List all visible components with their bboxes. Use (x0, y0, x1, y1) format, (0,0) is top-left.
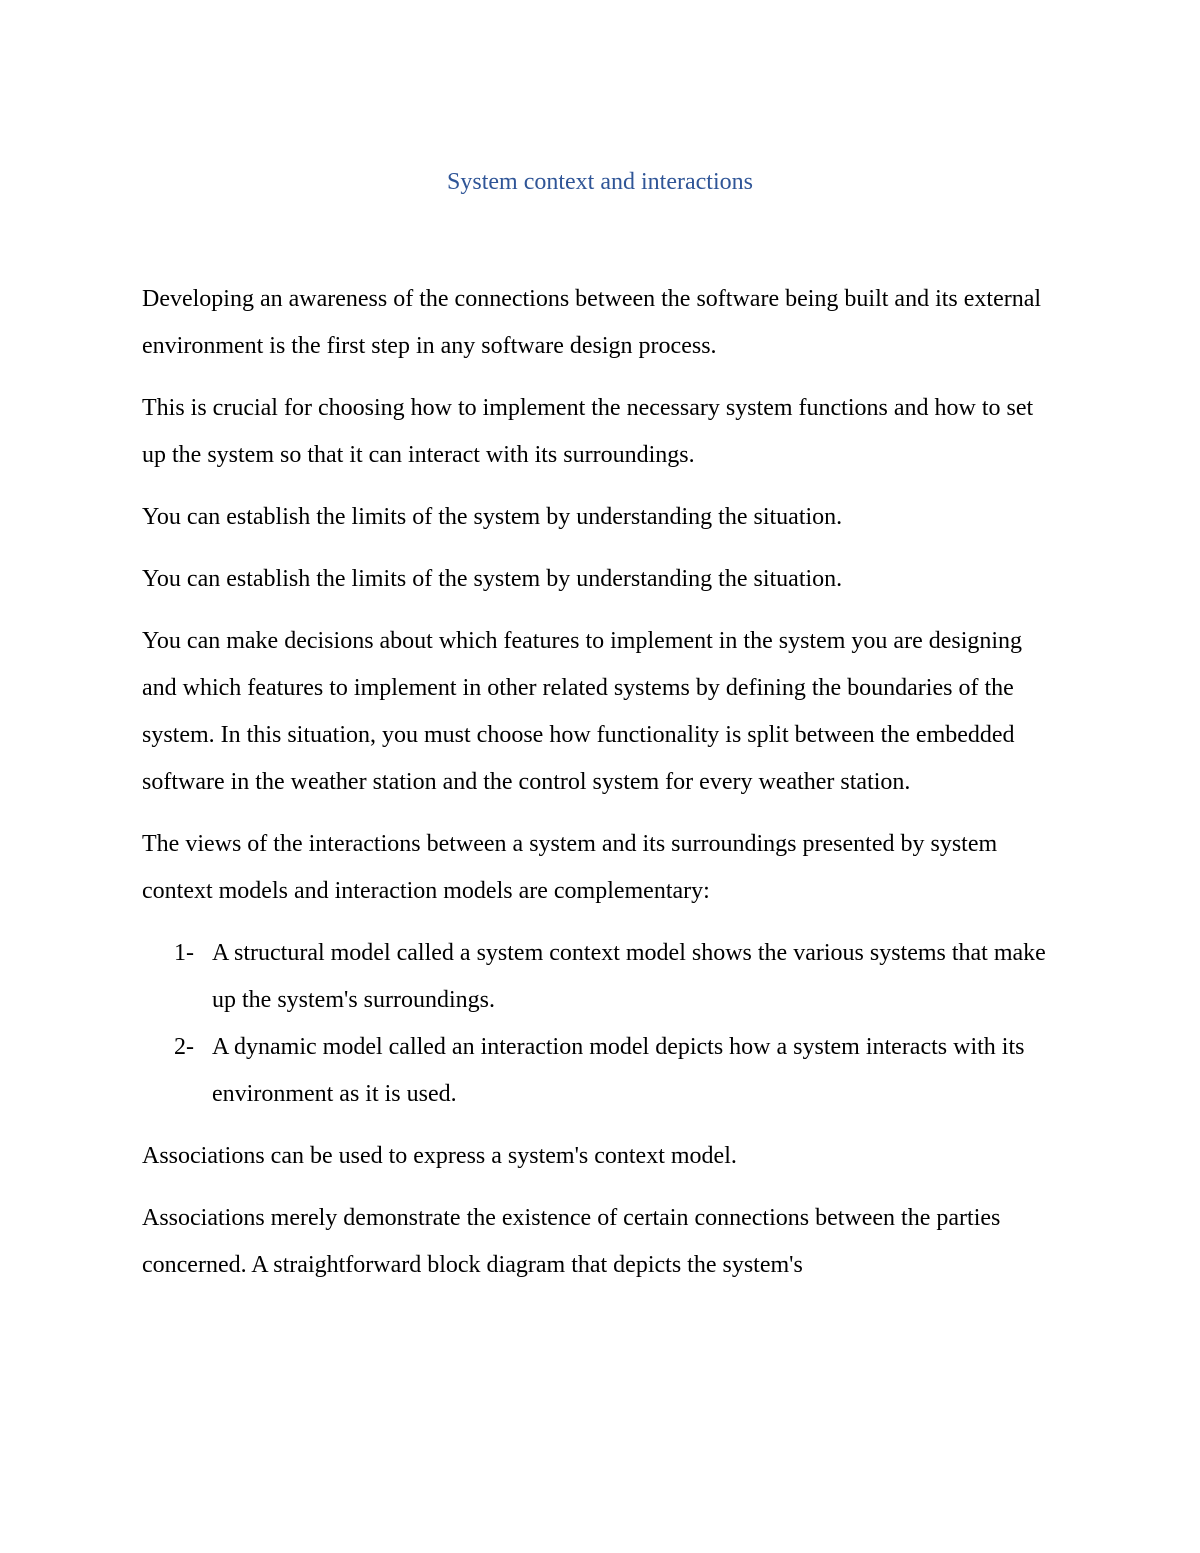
document-body (142, 276, 1060, 1304)
list-marker: 1- (174, 940, 194, 966)
paragraph: You can make decisions about which features to implement in the system you are designing and which features to implement in other related systems by defining the boundaries of the system. In this situation, you must choose how functionality is split between the embedded software in the weather station and the control system for every weather station. (142, 628, 1023, 795)
paragraph: You can establish the limits of the system by understanding the situation. (142, 504, 843, 530)
list-item-text: A dynamic model called an interaction model depicts how a system interacts with its environment as it is used. (212, 1034, 1025, 1107)
paragraph: You can establish the limits of the system by understanding the situation. (142, 566, 843, 592)
paragraph: This is crucial for choosing how to implement the necessary system functions and how to set up the system so that it can interact with its surroundings. (142, 395, 1034, 468)
list-item-text: A structural model called a system context model shows the various systems that make up the system's surroundings. (212, 940, 1046, 1013)
paragraph: Developing an awareness of the connections between the software being built and its external environment is the first step in any software design process. (142, 286, 1042, 359)
list-item (142, 930, 1060, 1024)
paragraph: Associations can be used to express a system's context model. (142, 1143, 737, 1169)
numbered-list (142, 930, 1060, 1118)
paragraph: The views of the interactions between a system and its surroundings presented by system context models and interaction models are complementary: (142, 831, 998, 904)
paragraph: Associations merely demonstrate the existence of certain connections between the parties concerned. A straightforward block diagram that depicts the system's (142, 1205, 1001, 1278)
list-marker: 2- (174, 1034, 194, 1060)
document-title: System context and interactions (447, 169, 753, 195)
list-item (142, 1024, 1060, 1118)
